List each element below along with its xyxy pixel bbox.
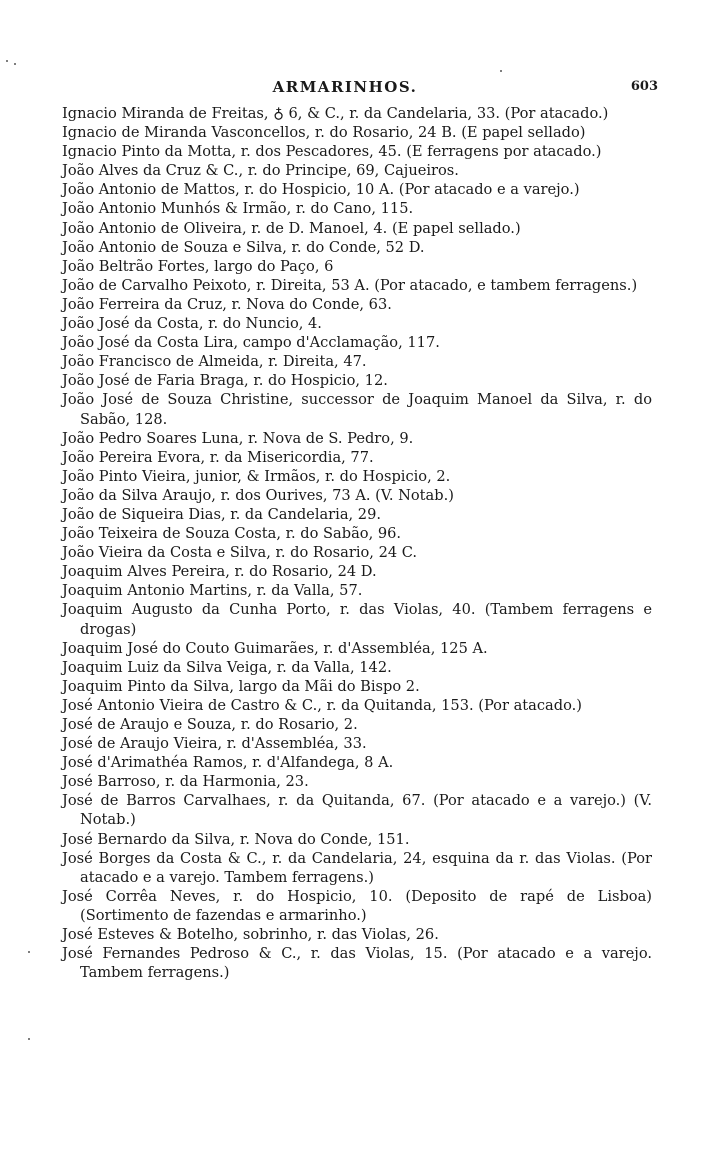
list-item: José Esteves & Botelho, sobrinho, r. das Violas, 26.	[62, 926, 439, 944]
list-item: Ignacio Pinto da Motta, r. dos Pescadores, 45. (E ferragens por atacado.)	[62, 143, 602, 161]
list-item: Joaquim Luiz da Silva Veiga, r. da Valla, 142.	[62, 658, 392, 676]
running-title: ARMARINHOS.	[272, 78, 418, 96]
list-item: João de Siqueira Dias, r. da Candelaria, 29.	[62, 505, 382, 523]
print-speck	[28, 951, 30, 953]
list-item: João José de Souza Christine, successor de Joaquim Manoel da Silva, r. do Sabão, 128.	[62, 391, 652, 428]
list-item: João Pedro Soares Luna, r. Nova de S. Pedro, 9.	[62, 429, 414, 447]
directory-list	[62, 104, 652, 982]
list-item: Joaquim José do Couto Guimarães, r. d'Assembléa, 125 A.	[62, 639, 488, 657]
list-item: João Vieira da Costa e Silva, r. do Rosario, 24 C.	[62, 544, 418, 562]
print-speck	[500, 70, 502, 72]
list-item: João Alves da Cruz & C., r. do Principe, 69, Cajueiros.	[62, 162, 459, 180]
list-item: José Corrêa Neves, r. do Hospicio, 10. (Deposito de rapé de Lisboa) (Sortimento de fazendas e armarinho.)	[62, 887, 652, 924]
list-item: João Ferreira da Cruz, r. Nova do Conde, 63.	[62, 295, 392, 313]
list-item: João Antonio de Mattos, r. do Hospicio, 10 A. (Por atacado e a varejo.)	[62, 181, 580, 199]
list-item: João Teixeira de Souza Costa, r. do Sabão, 96.	[62, 525, 402, 543]
list-item: Joaquim Pinto da Silva, largo da Mãi do Bispo 2.	[62, 677, 420, 695]
list-item: João Antonio Munhós & Irmão, r. do Cano, 115.	[62, 200, 414, 218]
print-speck	[14, 63, 16, 65]
list-item: Joaquim Alves Pereira, r. do Rosario, 24 D.	[62, 563, 377, 581]
list-item: João da Silva Araujo, r. dos Ourives, 73 A. (V. Notab.)	[62, 486, 454, 504]
list-item: João José da Costa, r. do Nuncio, 4.	[62, 315, 322, 333]
list-item: João Francisco de Almeida, r. Direita, 47.	[62, 353, 367, 371]
print-speck	[28, 1038, 30, 1040]
list-item: João Pereira Evora, r. da Misericordia, 77.	[62, 448, 374, 466]
list-item: José d'Arimathéa Ramos, r. d'Alfandega, 8 A.	[62, 754, 394, 772]
list-item: Joaquim Antonio Martins, r. da Valla, 57.	[62, 582, 363, 600]
list-item: José Barroso, r. da Harmonia, 23.	[62, 773, 309, 791]
list-item: Ignacio Miranda de Freitas, ♁ 6, & C., r. da Candelaria, 33. (Por atacado.)	[62, 105, 609, 122]
list-item: João José de Faria Braga, r. do Hospicio, 12.	[62, 372, 388, 390]
list-item: João de Carvalho Peixoto, r. Direita, 53 A. (Por atacado, e tambem ferragens.)	[62, 276, 638, 294]
list-item: José de Barros Carvalhaes, r. da Quitanda, 67. (Por atacado e a varejo.) (V. Notab.)	[62, 792, 652, 829]
list-item: José Antonio Vieira de Castro & C., r. da Quitanda, 153. (Por atacado.)	[62, 696, 582, 714]
list-item: José de Araujo Vieira, r. d'Assembléa, 33.	[62, 735, 367, 753]
list-item: Joaquim Augusto da Cunha Porto, r. das Violas, 40. (Tambem ferragens e drogas)	[62, 601, 652, 638]
page-number: 603	[630, 79, 658, 94]
list-item: João Pinto Vieira, junior, & Irmãos, r. do Hospicio, 2.	[62, 467, 451, 485]
list-item: José Fernandes Pedroso & C., r. das Violas, 15. (Por atacado e a varejo. Tambem ferragens.)	[62, 945, 652, 982]
page-header	[60, 78, 658, 100]
print-speck	[6, 60, 8, 62]
list-item: João José da Costa Lira, campo d'Acclamação, 117.	[62, 334, 440, 352]
list-item: José Bernardo da Silva, r. Nova do Conde, 151.	[62, 830, 410, 848]
list-item: José de Araujo e Souza, r. do Rosario, 2.	[62, 716, 358, 733]
list-item: João Beltrão Fortes, largo do Paço, 6	[62, 257, 334, 275]
list-item: José Borges da Costa & C., r. da Candelaria, 24, esquina da r. das Violas. (Por atacado e a varejo. Tambem ferragens.)	[62, 849, 652, 886]
list-item: João Antonio de Souza e Silva, r. do Conde, 52 D.	[62, 238, 425, 256]
list-item: Ignacio de Miranda Vasconcellos, r. do Rosario, 24 B. (E papel sellado)	[62, 124, 586, 142]
list-item: João Antonio de Oliveira, r. de D. Manoel, 4. (E papel sellado.)	[62, 219, 521, 237]
